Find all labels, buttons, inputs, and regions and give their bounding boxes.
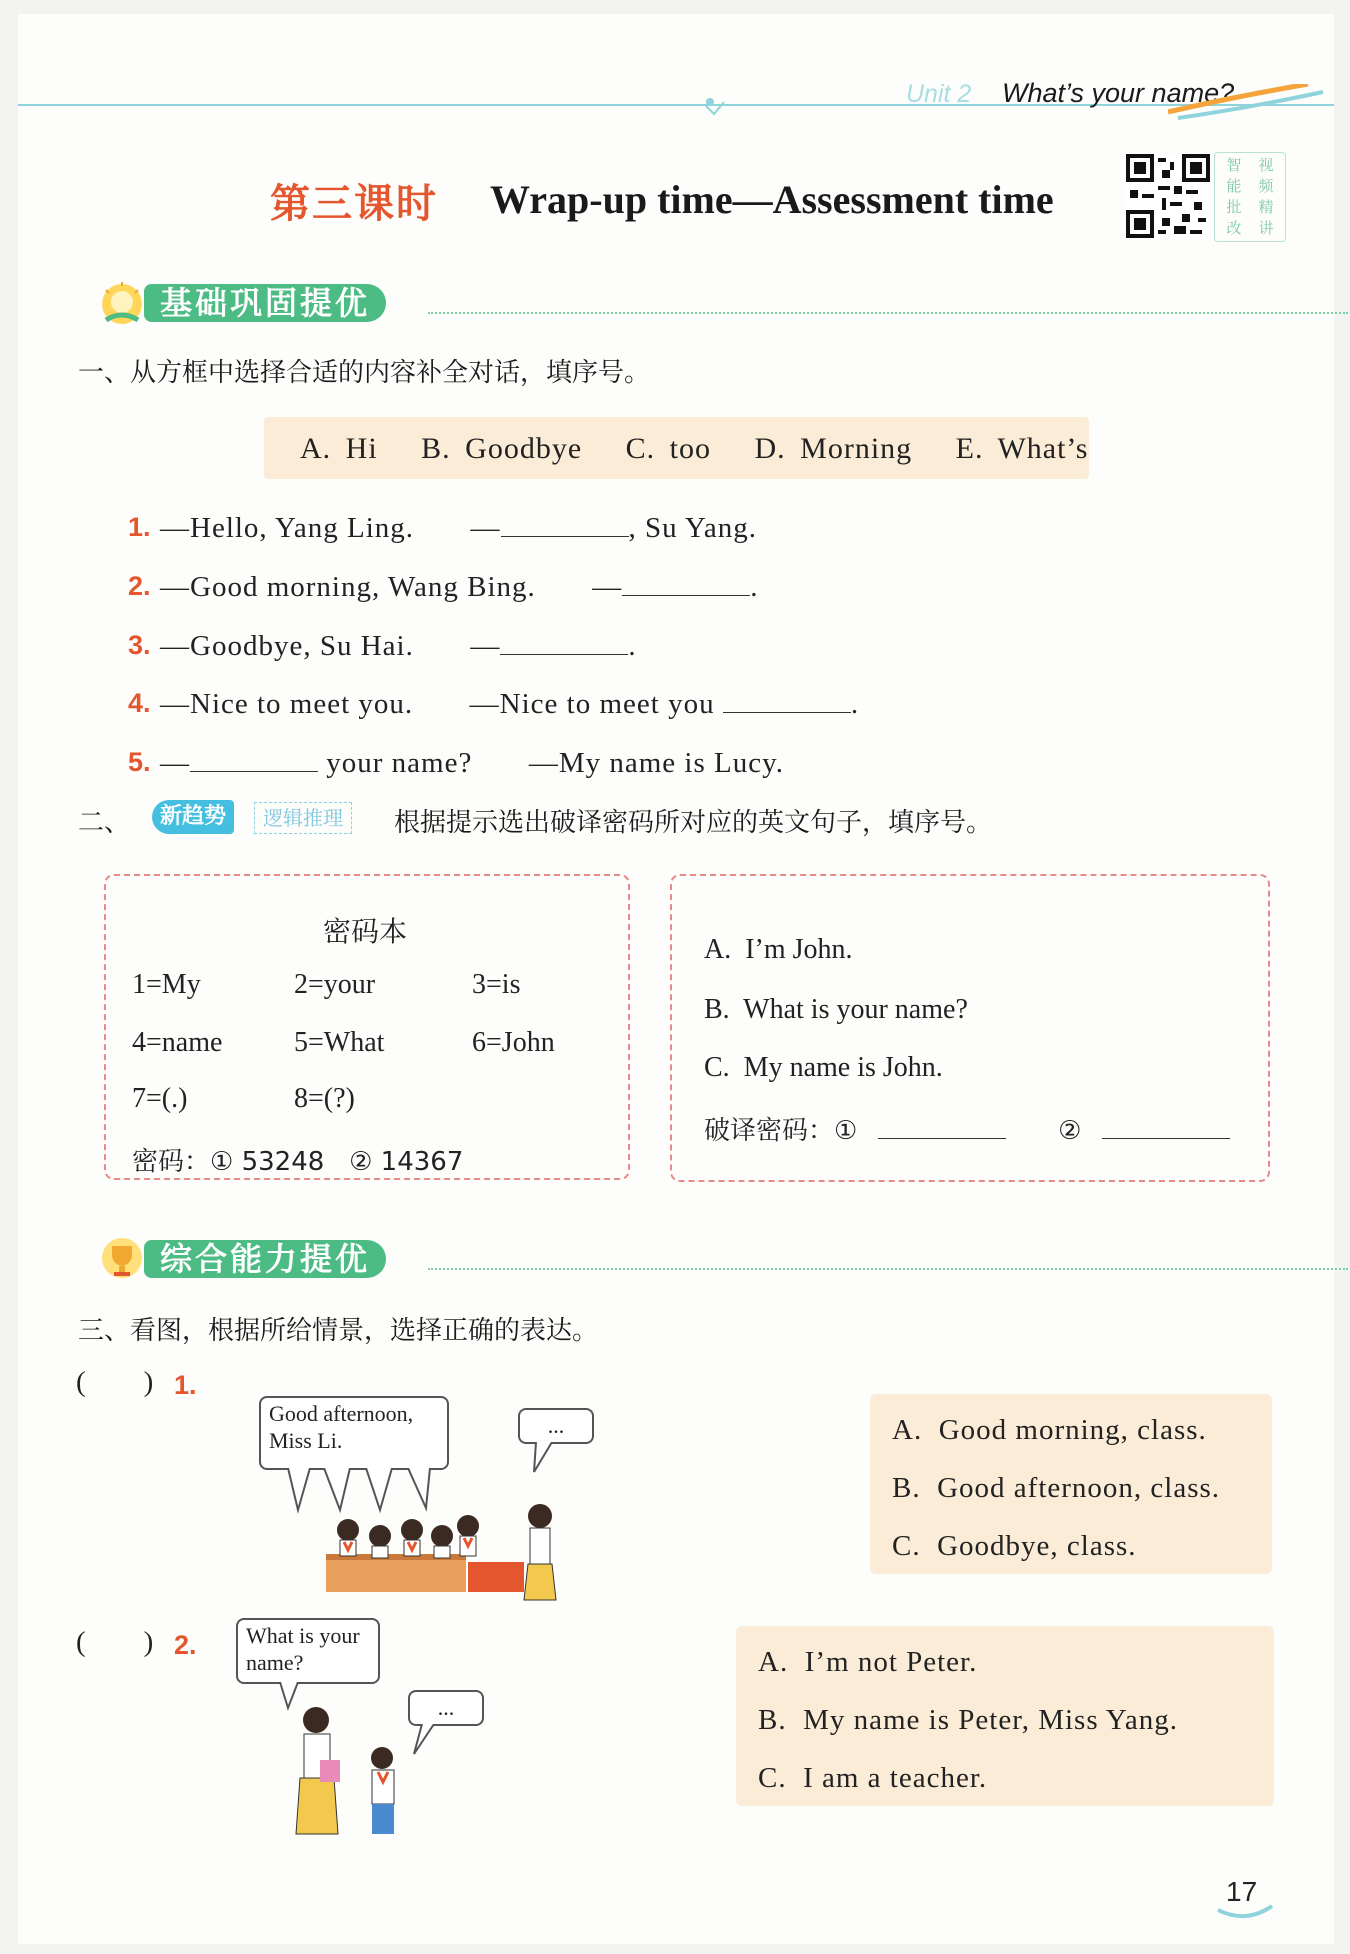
qr-side-char: 视: [1258, 156, 1274, 174]
qr-side-char: 批: [1226, 198, 1242, 216]
new-trend-tag: 新趋势: [152, 800, 234, 834]
question-2-title: 根据提示选出破译密码所对应的英文句子，填序号。: [394, 808, 993, 838]
answer-blank[interactable]: [622, 569, 750, 596]
prompt-dash: —: [160, 747, 190, 779]
answer-blank[interactable]: [723, 686, 851, 713]
worksheet-page: [18, 14, 1334, 1944]
lesson-number: 第三课时: [270, 181, 438, 227]
qr-code[interactable]: [1126, 154, 1210, 238]
item-number: 1.: [128, 512, 151, 542]
cipher-codes: 密码：① 53248 ② 14367: [132, 1147, 464, 1177]
section-banner-comprehensive: [98, 1236, 1338, 1282]
code-entry: 5=What: [294, 1027, 385, 1058]
qr-side-label: [1214, 152, 1286, 242]
response-dash: —: [470, 512, 501, 544]
prompt-text: —Good morning, Wang Bing.: [160, 571, 536, 603]
item-number: 3.: [128, 630, 151, 660]
swoosh-decoration: [1168, 84, 1328, 120]
speech-bubble: Good afternoon, Miss Li.: [259, 1396, 449, 1470]
dialogue-line: [160, 745, 784, 780]
item-number: 2.: [128, 571, 151, 601]
dialogue-line: [160, 510, 757, 545]
item-number: 5.: [128, 747, 151, 777]
option-a[interactable]: A. I’m not Peter.: [758, 1646, 978, 1678]
decode-label: 破译密码：①: [704, 1116, 858, 1146]
codebook-title: 密码本: [323, 915, 408, 948]
option-b[interactable]: B. My name is Peter, Miss Yang.: [758, 1704, 1178, 1736]
question-1-title: 一、从方框中选择合适的内容补全对话，填序号。: [78, 358, 651, 388]
qr-side-char: 精: [1258, 198, 1274, 216]
prompt-text: —Hello, Yang Ling.: [160, 512, 415, 544]
speech-bubble: What is your name?: [236, 1618, 380, 1684]
section-title: 基础巩固提优: [144, 284, 386, 322]
question-3-title: 三、看图，根据所给情景，选择正确的表达。: [78, 1316, 599, 1346]
qr-side-char: 频: [1258, 177, 1274, 195]
bubble-tail: [530, 1442, 560, 1476]
option-b[interactable]: B. Good afternoon, class.: [892, 1472, 1221, 1504]
answer-blank[interactable]: [500, 628, 628, 655]
answer-parentheses[interactable]: ( ): [76, 1626, 154, 1658]
section-banner-basic: [98, 280, 1338, 326]
dotted-divider: [428, 1268, 1348, 1270]
sentence-option: B. What is your name?: [704, 994, 968, 1025]
trophy-icon: [98, 1236, 148, 1282]
reply-bubble: ...: [518, 1408, 594, 1444]
sentence-option: C. My name is John.: [704, 1052, 943, 1083]
response-dash: —: [592, 571, 623, 603]
teacher-student-illustration: [284, 1704, 414, 1854]
lesson-title: Wrap-up time—Assessment time: [490, 177, 1054, 222]
code-entry: 8=(?): [294, 1083, 355, 1114]
option-c[interactable]: C. I am a teacher.: [758, 1762, 988, 1794]
dialogue-line: [160, 569, 759, 604]
code-entry: 2=your: [294, 969, 376, 1000]
qr-side-char: 讲: [1258, 219, 1274, 237]
item-number: 1.: [174, 1370, 197, 1400]
prompt-text: —Goodbye, Su Hai.: [160, 630, 414, 662]
response-text: .: [850, 688, 860, 720]
response-text: .: [628, 630, 637, 662]
unit-label: Unit 2: [906, 80, 972, 108]
choice-options: A. Hi B. Goodbye C. too D. Morning E. What’s: [300, 432, 1089, 465]
question-2-number: 二、: [78, 808, 131, 838]
code-entry: 7=(.): [132, 1083, 188, 1114]
response-text: .: [750, 571, 759, 603]
code-entry: 3=is: [472, 969, 521, 1000]
page-swoosh: [1216, 1904, 1276, 1924]
bubble-tail: [412, 1724, 442, 1758]
qr-side-char: 智: [1226, 156, 1242, 174]
unit-title: What’s your name?: [1002, 78, 1235, 108]
answer-parentheses[interactable]: ( ): [76, 1366, 154, 1398]
code-entry: 4=name: [132, 1027, 223, 1058]
logic-tag: 逻辑推理: [254, 802, 352, 834]
dialogue-line: [160, 628, 637, 663]
code-entry: 6=John: [472, 1027, 555, 1058]
dotted-divider: [428, 312, 1348, 314]
page-number: 17: [1226, 1876, 1258, 1907]
qr-side-char: 改: [1226, 219, 1242, 237]
answer-blank[interactable]: [501, 510, 629, 537]
option-c[interactable]: C. Goodbye, class.: [892, 1530, 1137, 1562]
code-entry: 1=My: [132, 969, 201, 1000]
dialogue-line: [160, 686, 859, 721]
sentence-option: A. I’m John.: [704, 934, 853, 965]
item-number: 4.: [128, 688, 151, 718]
response-text: —My name is Lucy.: [528, 747, 784, 779]
lightbulb-icon: [98, 280, 148, 326]
decode-label: ②: [1058, 1116, 1082, 1146]
response-text: , Su Yang.: [628, 512, 758, 544]
reply-bubble: ...: [408, 1690, 484, 1726]
option-a[interactable]: A. Good morning, class.: [892, 1414, 1207, 1446]
qr-side-char: 能: [1226, 177, 1242, 195]
answer-blank[interactable]: [1102, 1112, 1230, 1139]
prompt-text: your name?: [326, 747, 473, 779]
chevron-down-icon: [702, 94, 732, 118]
item-number: 2.: [174, 1630, 197, 1660]
decode-answer-line: [704, 1110, 1230, 1147]
classroom-illustration: [318, 1496, 558, 1602]
response-text: —Nice to meet you: [469, 688, 715, 720]
section-title: 综合能力提优: [144, 1240, 386, 1278]
response-dash: —: [470, 630, 501, 662]
students: [326, 1515, 479, 1592]
prompt-text: —Nice to meet you.: [160, 688, 414, 720]
answer-blank[interactable]: [878, 1112, 1006, 1139]
answer-blank[interactable]: [190, 745, 318, 772]
